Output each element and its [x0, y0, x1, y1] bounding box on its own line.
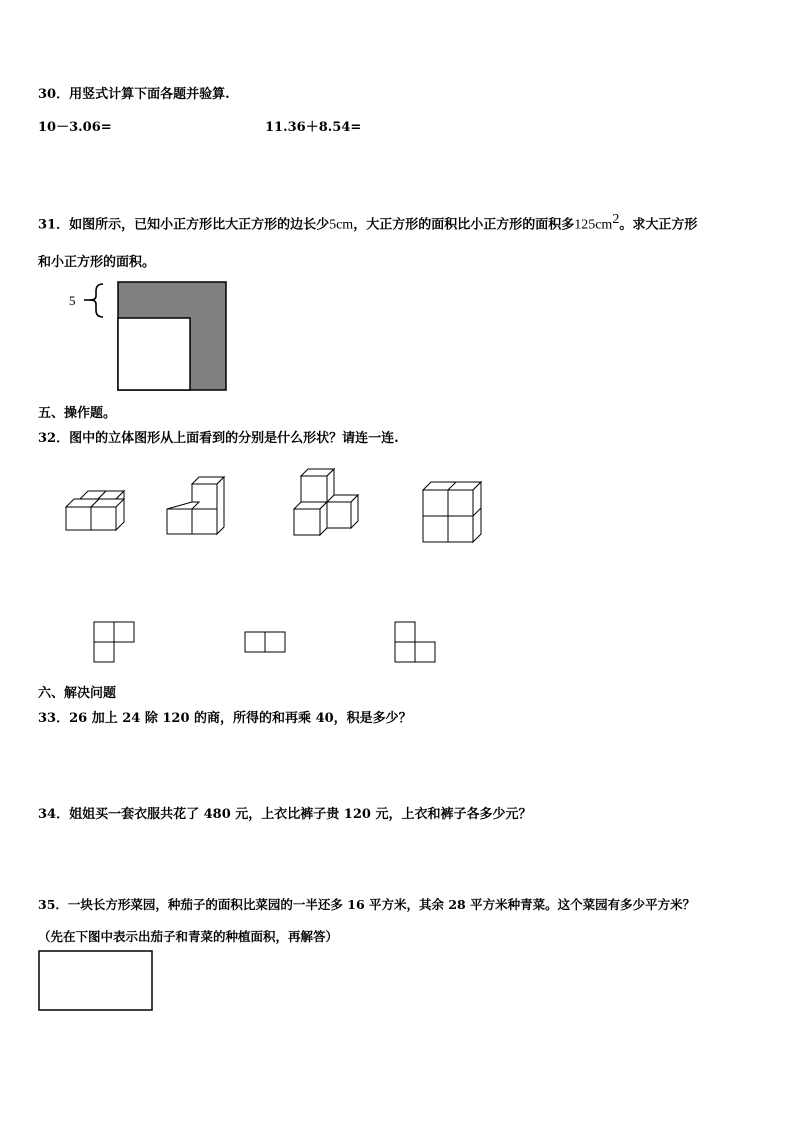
- q31-text-a: 31．如图所示，已知小正方形比大正方形的边长少: [38, 217, 330, 233]
- q31-text-c: 。求大正方形: [619, 217, 698, 233]
- q31-text-b: ，大正方形的面积比小正方形的面积多: [353, 217, 575, 233]
- top-view-3: [395, 622, 435, 662]
- q31-text-line2: 和小正方形的面积。: [38, 255, 156, 270]
- q33-text: 33．26 加上 24 除 120 的商，所得的和再乘 40，积是多少？: [38, 711, 412, 726]
- q34-text: 34．姐姐买一套衣服共花了 480 元，上衣比裤子贵 120 元，上衣和裤子各多少元？: [38, 807, 532, 822]
- q30-expr2: 11.36＋8.54=: [265, 120, 362, 135]
- q31-area-exp: 2: [612, 212, 620, 227]
- small-square: [118, 318, 190, 390]
- top-view-1: [94, 622, 134, 662]
- q31-len-value: 5cm: [329, 217, 354, 233]
- q31-area-value: 125cm: [574, 217, 613, 233]
- solid-2: [167, 477, 224, 534]
- section6-title: 六、解决问题: [38, 686, 117, 701]
- q31-text: [38, 212, 697, 233]
- section5-title: 五、操作题。: [38, 406, 117, 421]
- q31-figure-label: 5: [69, 293, 76, 308]
- q35-note: （先在下图中表示出茄子和青菜的种植面积，再解答）: [38, 929, 339, 944]
- solid-4: [423, 482, 481, 542]
- solid-1: [66, 491, 124, 530]
- q35-text: 35．一块长方形菜园，种茄子的面积比菜园的一半还多 16 平方米，其余 28 平方米种青菜。这个菜园有多少平方米？: [38, 897, 696, 912]
- q30-text: 30．用竖式计算下面各题并验算.: [38, 87, 230, 102]
- garden-rectangle: [39, 951, 152, 1010]
- solid-3: [294, 469, 358, 535]
- brace-icon: [90, 284, 103, 317]
- large-square: [118, 282, 226, 390]
- q30-expr1: 10－3.06=: [38, 120, 112, 135]
- q32-text: 32．图中的立体图形从上面看到的分别是什么形状？请连一连.: [38, 431, 399, 446]
- top-view-2: [245, 632, 285, 652]
